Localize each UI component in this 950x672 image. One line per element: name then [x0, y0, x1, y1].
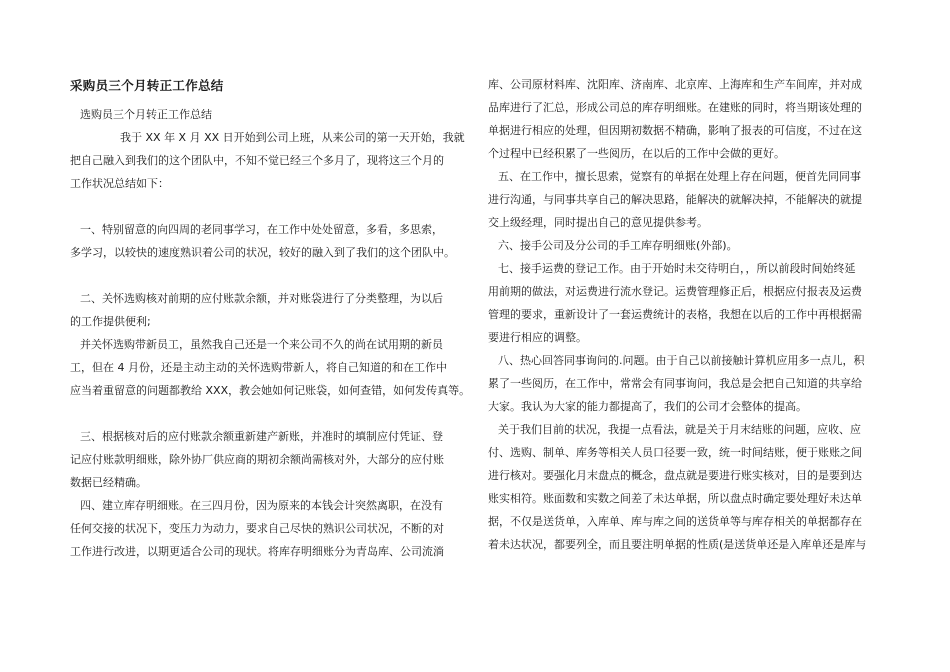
paragraph-line: 把自己融入到我们的这个团队中，不知不觉已经三个多月了，现将这三个月的: [70, 154, 444, 167]
paragraph-line: 累了一些阅历，在工作中，常常会有同事询问，我总是会把自己知道的共享给: [488, 377, 862, 390]
paragraph-line: 工，但在 4 月份，还是主动主动的关怀选购带新人，将自己知道的和在工作中: [70, 361, 447, 374]
paragraph-line: 二、关怀选购核对前期的应付账款余额，并对账袋进行了分类整理，为以后: [80, 292, 443, 305]
paragraph-line: 个过程中已经积累了一些阅历，在以后的工作中会做的更好。: [488, 147, 785, 160]
blank-line: [70, 195, 470, 218]
paragraph-line: 数据已经精确。: [70, 476, 147, 489]
paragraph-line: 六、接手公司及分公司的手工库存明细账(外部)。: [498, 239, 738, 252]
paragraph-line: 的工作提供便利;: [70, 315, 151, 328]
paragraph-line: 八、热心回答同事询问的.问题。由于自己以前接触计算机应用多一点儿，积: [498, 354, 865, 367]
paragraph-line: 三、根据核对后的应付账款余额重新建产新账，并准时的填制应付凭证、登: [80, 430, 443, 443]
paragraph-line: 工作进行改进，以期更适合公司的现状。将库存明细账分为青岛库、公司流淌: [70, 545, 444, 558]
paragraph-line: 单据进行相应的处理，但因期初数据不精确，影响了报表的可信度，不过在这: [488, 124, 862, 137]
paragraph-line: 进行沟通，与同事共享自己的解决思路，能解决的就解决掉，不能解决的就提: [488, 193, 862, 206]
blank-line: [70, 264, 470, 287]
paragraph-line: 付、选购、制单、库务等相关人员口径要一致，统一时间结账，便于账账之间: [488, 446, 862, 459]
right-column: [488, 73, 884, 556]
paragraph-line: 选购员三个月转正工作总结: [80, 108, 212, 121]
paragraph-line: 关于我们目前的状况，我提一点看法，就是关于月末结账的问题，应收、应: [498, 423, 861, 436]
paragraph-line: 记应付账款明细账，除外协厂供应商的期初余额尚需核对外，大部分的应付账: [70, 453, 444, 466]
paragraph-line: 大家。我认为大家的能力都提高了，我们的公司才会整体的提高。: [488, 400, 807, 413]
paragraph-line: 交上级经理，同时提出自己的意见提供参考。: [488, 216, 708, 229]
paragraph-line: 工作状况总结如下：: [70, 177, 169, 190]
left-column: [70, 103, 470, 563]
paragraph-line: 库、公司原材料库、沈阳库、济南库、北京库、上海库和生产车间库，并对成: [488, 78, 862, 91]
paragraph-line: 用前期的做法，对运费进行流水登记。运费管理修正后，根据应付报表及运费: [488, 285, 862, 298]
paragraph-line: 一、特别留意的向四周的老同事学习，在工作中处处留意，多看，多思索，: [80, 223, 443, 236]
paragraph-line: 着未达状况，都要列全，而且要注明单据的性质(是送货单还是入库单还是库与: [488, 538, 867, 551]
document-title: 采购员三个月转正工作总结: [70, 78, 224, 93]
paragraph-line: 应当着重留意的问题都教给 XXX，教会她如何记账袋，如何查错，如何发传真等。: [70, 384, 470, 397]
paragraph-line: 七、接手运费的登记工作。由于开始时未交待明白，，所以前段时间始终延: [498, 262, 856, 275]
paragraph-line: 五、在工作中，擅长思索，觉察有的单据在处理上存在问题，便首先同同事: [498, 170, 861, 183]
paragraph-line: 账实相符。账面数和实数之间差了未达单据，所以盘点时确定要处理好未达单: [488, 492, 862, 505]
paragraph-line: 据，不仅是送货单，入库单、库与库之间的送货单等与库存相关的单据都存在: [488, 515, 862, 528]
paragraph-line: 四、建立库存明细账。在三四月份，因为原来的本钱会计突然离职，在没有: [80, 499, 443, 512]
paragraph-line: 品库进行了汇总，形成公司总的库存明细账。在建账的同时，将当期该处理的: [488, 101, 862, 114]
paragraph-line: 并关怀选购带新员工，虽然我自己还是一个来公司不久的尚在试用期的新员: [80, 338, 443, 351]
paragraph-line: 任何交接的状况下，变压力为动力，要求自己尽快的熟识公司状况，不断的对: [70, 522, 444, 535]
paragraph-line: 多学习，以较快的速度熟识着公司的状况，较好的融入到了我们的这个团队中。: [70, 246, 455, 259]
paragraph-line: 进行核对。要强化月末盘点的概念，盘点就是要进行账实核对，目的是要到达: [488, 469, 862, 482]
blank-line: [70, 402, 470, 425]
paragraph-line: 我于 XX 年 X 月 XX 日开始到公司上班，从来公司的第一天开始，我就: [120, 131, 465, 144]
paragraph-line: 管理的要求，重新设计了一套运费统计的表格，我想在以后的工作中再根据需: [488, 308, 862, 321]
paragraph-line: 要进行相应的调整。: [488, 331, 587, 344]
